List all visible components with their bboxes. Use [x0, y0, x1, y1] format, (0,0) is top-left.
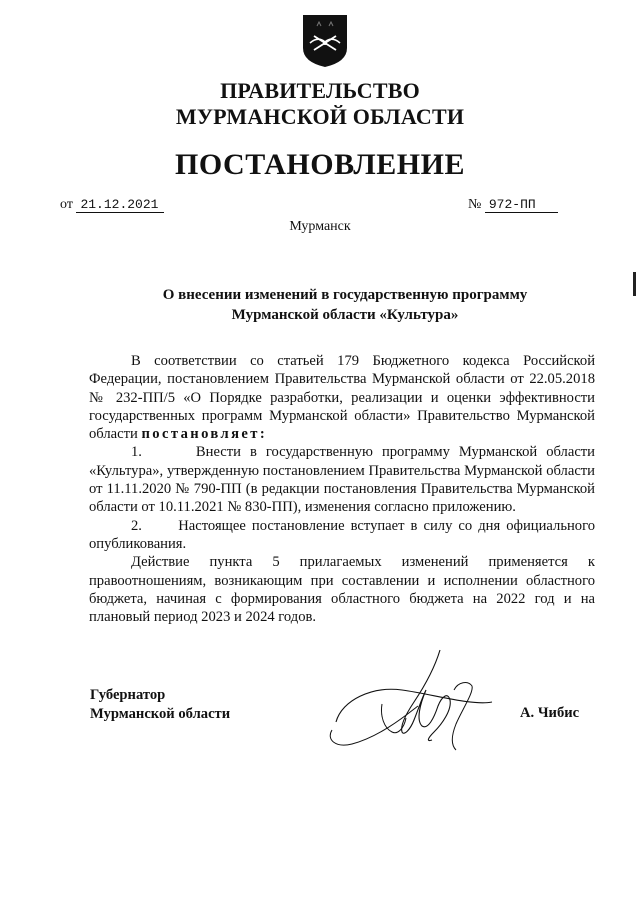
resolves-word: постановляет: — [141, 426, 268, 443]
number-value: 972-ПП — [485, 197, 558, 213]
city-name: Мурманск — [289, 219, 351, 234]
handwritten-signature-icon — [322, 640, 502, 755]
date-row — [60, 197, 164, 213]
number-label: № — [468, 197, 482, 212]
document-body — [89, 352, 595, 626]
date-label: от — [60, 197, 73, 212]
subject-line2: Мурманской области «Культура» — [231, 307, 459, 323]
item-2-paragraph: 2. Настоящее постановление вступает в силу со дня официального опубликования. — [89, 517, 595, 552]
signatory-position-line2: Мурманской области — [90, 706, 231, 722]
scan-edge-mark — [633, 272, 636, 296]
date-value: 21.12.2021 — [76, 197, 164, 213]
document-type-title: ПОСТАНОВЛЕНИЕ — [175, 148, 465, 181]
government-name-line1: ПРАВИТЕЛЬСТВО — [220, 78, 420, 103]
signatory-position — [90, 686, 230, 724]
signatory-position-line1: Губернатор — [90, 687, 166, 703]
closing-paragraph: Действие пункта 5 прилагаемых изменений применяется к правоотношениям, возникающим при составлении и исполнении областного бюджета, начиная с формирования областного бюджета на 2022 год и на плановый период 2023 и 2024 годов. — [89, 554, 595, 626]
coat-of-arms-icon — [302, 14, 348, 68]
intro-text: В соответствии со статьей 179 Бюджетного кодекса Российской Федерации, постановлением Правительства Мурманской области от 22.05.2018 № 232-ПП/5 «О Порядке разработки, реализации и оценки эффективности государственных программ Мурманской области» Правительство Мурманской области — [89, 353, 595, 443]
document-subject — [0, 285, 640, 325]
number-row — [468, 197, 558, 213]
item-1-paragraph: 1. Внести в государственную программу Мурманской области «Культура», утвержденную постановлением Правительства Мурманской области от 11.11.2020 № 790-ПП (в редакции постановления Правительства Мурманской области от 10.11.2021 № 830-ПП), изменения согласно приложению. — [89, 444, 595, 516]
government-name-line2: МУРМАНСКОЙ ОБЛАСТИ — [175, 104, 465, 129]
intro-paragraph — [89, 352, 595, 443]
signatory-name: А. Чибис — [520, 705, 580, 721]
subject-line1: О внесении изменений в государственную программу — [162, 287, 528, 303]
